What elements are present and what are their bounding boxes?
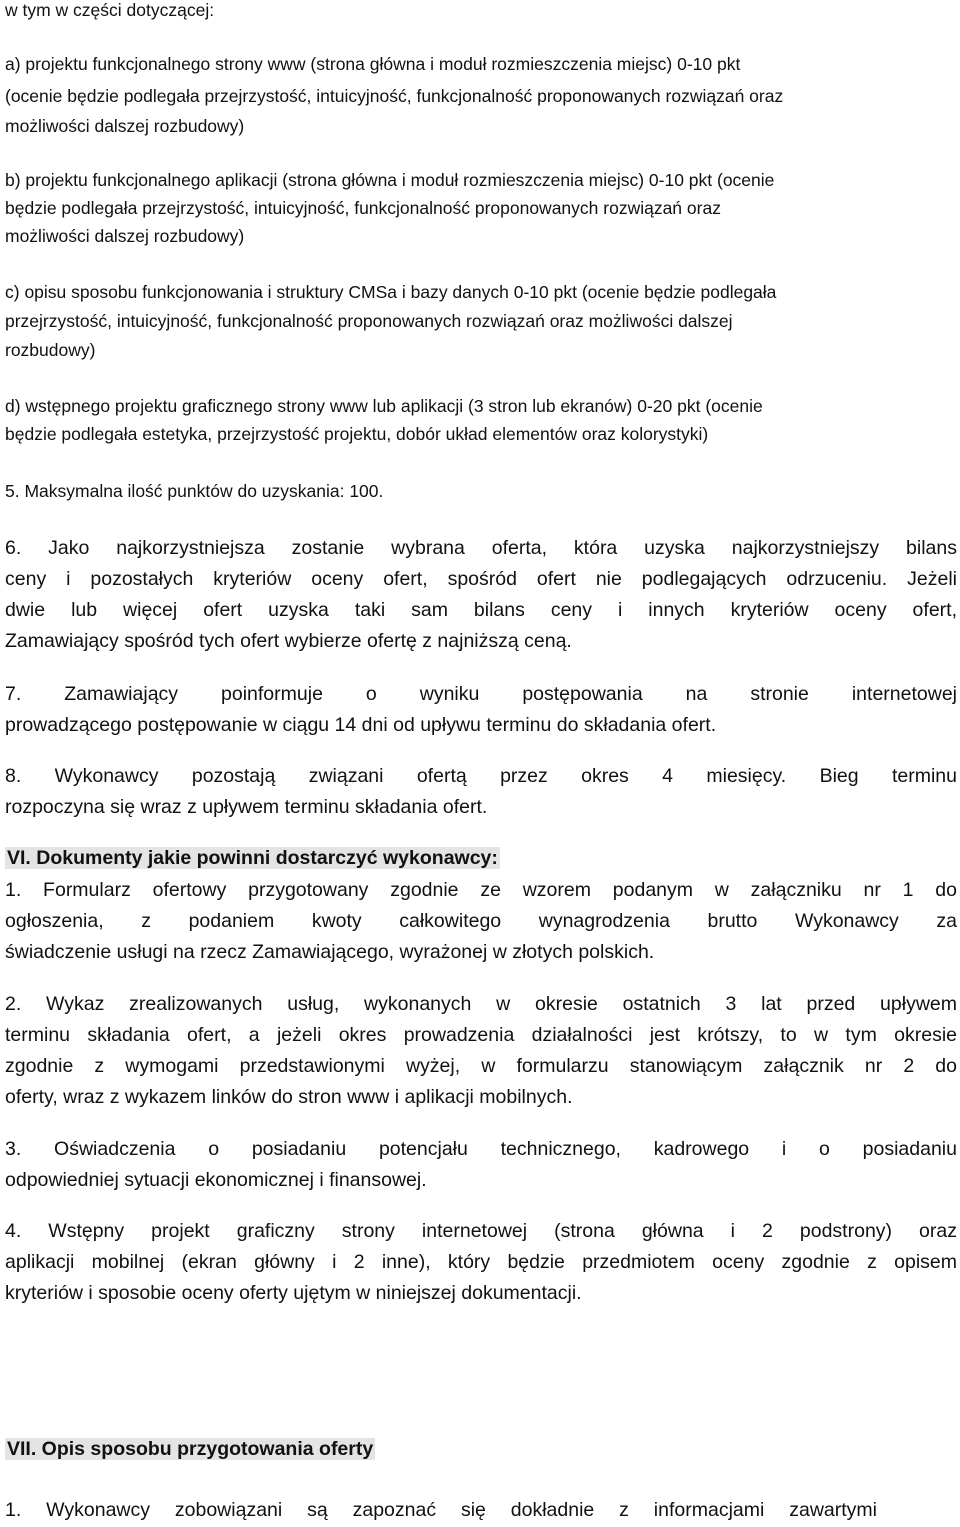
section-vi-item-3-line-1: 3. Oświadczenia o posiadaniu potencjału technicznego, kadrowego i o posiadaniu [5, 1138, 957, 1160]
criterion-a-line-1: a) projektu funkcjonalnego strony www (strona główna i moduł rozmieszczenia miejsc) 0-10 pkt [5, 54, 741, 74]
criterion-b-line-3: możliwości dalszej rozbudowy) [5, 226, 245, 246]
criterion-a-line-3: możliwości dalszej rozbudowy) [5, 116, 245, 136]
section-vi-item-1-line-2: ogłoszenia, z podaniem kwoty całkowitego wynagrodzenia brutto Wykonawcy za [5, 910, 957, 932]
section-vi-item-2-line-4: oferty, wraz z wykazem linków do stron www i aplikacji mobilnych. [5, 1086, 573, 1108]
point-7-line-1: 7. Zamawiający poinformuje o wyniku postępowania na stronie internetowej [5, 683, 957, 705]
section-vii-heading-text: VII. Opis sposobu przygotowania oferty [7, 1438, 374, 1460]
section-vi-item-2-line-1: 2. Wykaz zrealizowanych usług, wykonanych w okresie ostatnich 3 lat przed upływem [5, 993, 957, 1015]
point-6-line-3: dwie lub więcej ofert uzyska taki sam bilans ceny i innych kryteriów oceny ofert, [5, 599, 957, 621]
section-vii-item-1-line-1: 1. Wykonawcy zobowiązani są zapoznać się dokładnie z informacjami zawartymi [5, 1499, 877, 1521]
section-vi-item-2-line-2: terminu składania ofert, a jeżeli okres prowadzenia działalności jest krótszy, to w tym okresie [5, 1024, 957, 1046]
point-5: 5. Maksymalna ilość punktów do uzyskania: 100. [5, 481, 384, 501]
section-vi-item-1-line-1: 1. Formularz ofertowy przygotowany zgodnie ze wzorem podanym w załączniku nr 1 do [5, 879, 957, 901]
point-6-line-1: 6. Jako najkorzystniejsza zostanie wybrana oferta, która uzyska najkorzystniejszy bilans [5, 537, 957, 559]
criterion-c-line-3: rozbudowy) [5, 340, 96, 360]
point-8-line-1: 8. Wykonawcy pozostają związani ofertą przez okres 4 miesięcy. Bieg terminu [5, 765, 957, 787]
point-7-line-2: prowadzącego postępowanie w ciągu 14 dni od upływu terminu do składania ofert. [5, 714, 717, 736]
point-6-line-4: Zamawiający spośród tych ofert wybierze ofertę z najniższą ceną. [5, 630, 572, 652]
point-6-line-2: ceny i pozostałych kryteriów oceny ofert, spośród ofert nie podlegających odrzuceniu. Jeżeli [5, 568, 957, 590]
section-vi-item-1-line-3: świadczenie usługi na rzecz Zamawiającego, wyrażonej w złotych polskich. [5, 941, 655, 963]
section-vii-heading [5, 1438, 375, 1461]
section-vi-heading [5, 847, 500, 870]
section-vi-item-2-line-3: zgodnie z wymogami przedstawionymi wyżej, w formularzu stanowiącym załącznik nr 2 do [5, 1055, 957, 1077]
criterion-c-line-1: c) opisu sposobu funkcjonowania i struktury CMSa i bazy danych 0-10 pkt (ocenie będzie podlegała [5, 282, 777, 302]
criterion-b-line-2: będzie podlegała przejrzystość, intuicyjność, funkcjonalność proponowanych rozwiązań oraz [5, 198, 721, 218]
criterion-d-line-1: d) wstępnego projektu graficznego strony www lub aplikacji (3 stron lub ekranów) 0-20 pkt (ocenie [5, 396, 763, 416]
criterion-d-line-2: będzie podlegała estetyka, przejrzystość projektu, dobór układ elementów oraz kolorystyki) [5, 424, 709, 444]
section-vi-item-3-line-2: odpowiedniej sytuacji ekonomicznej i finansowej. [5, 1169, 427, 1191]
point-8-line-2: rozpoczyna się wraz z upływem terminu składania ofert. [5, 796, 488, 818]
section-vi-item-4-line-3: kryteriów i sposobie oceny oferty ujętym w niniejszej dokumentacji. [5, 1282, 582, 1304]
intro-text: w tym w części dotyczącej: [5, 0, 215, 20]
criterion-b-line-1: b) projektu funkcjonalnego aplikacji (strona główna i moduł rozmieszczenia miejsc) 0-10 pkt (ocenie [5, 170, 775, 190]
section-vi-item-4-line-1: 4. Wstępny projekt graficzny strony internetowej (strona główna i 2 podstrony) oraz [5, 1220, 957, 1242]
section-vi-item-4-line-2: aplikacji mobilnej (ekran główny i 2 inne), który będzie przedmiotem oceny zgodnie z opisem [5, 1251, 957, 1273]
section-vi-heading-text: VI. Dokumenty jakie powinni dostarczyć wykonawcy: [7, 847, 498, 869]
criterion-c-line-2: przejrzystość, intuicyjność, funkcjonalność proponowanych rozwiązań oraz możliwości dalszej [5, 311, 733, 331]
criterion-a-line-2: (ocenie będzie podlegała przejrzystość, intuicyjność, funkcjonalność proponowanych rozwiązań oraz [5, 86, 784, 106]
